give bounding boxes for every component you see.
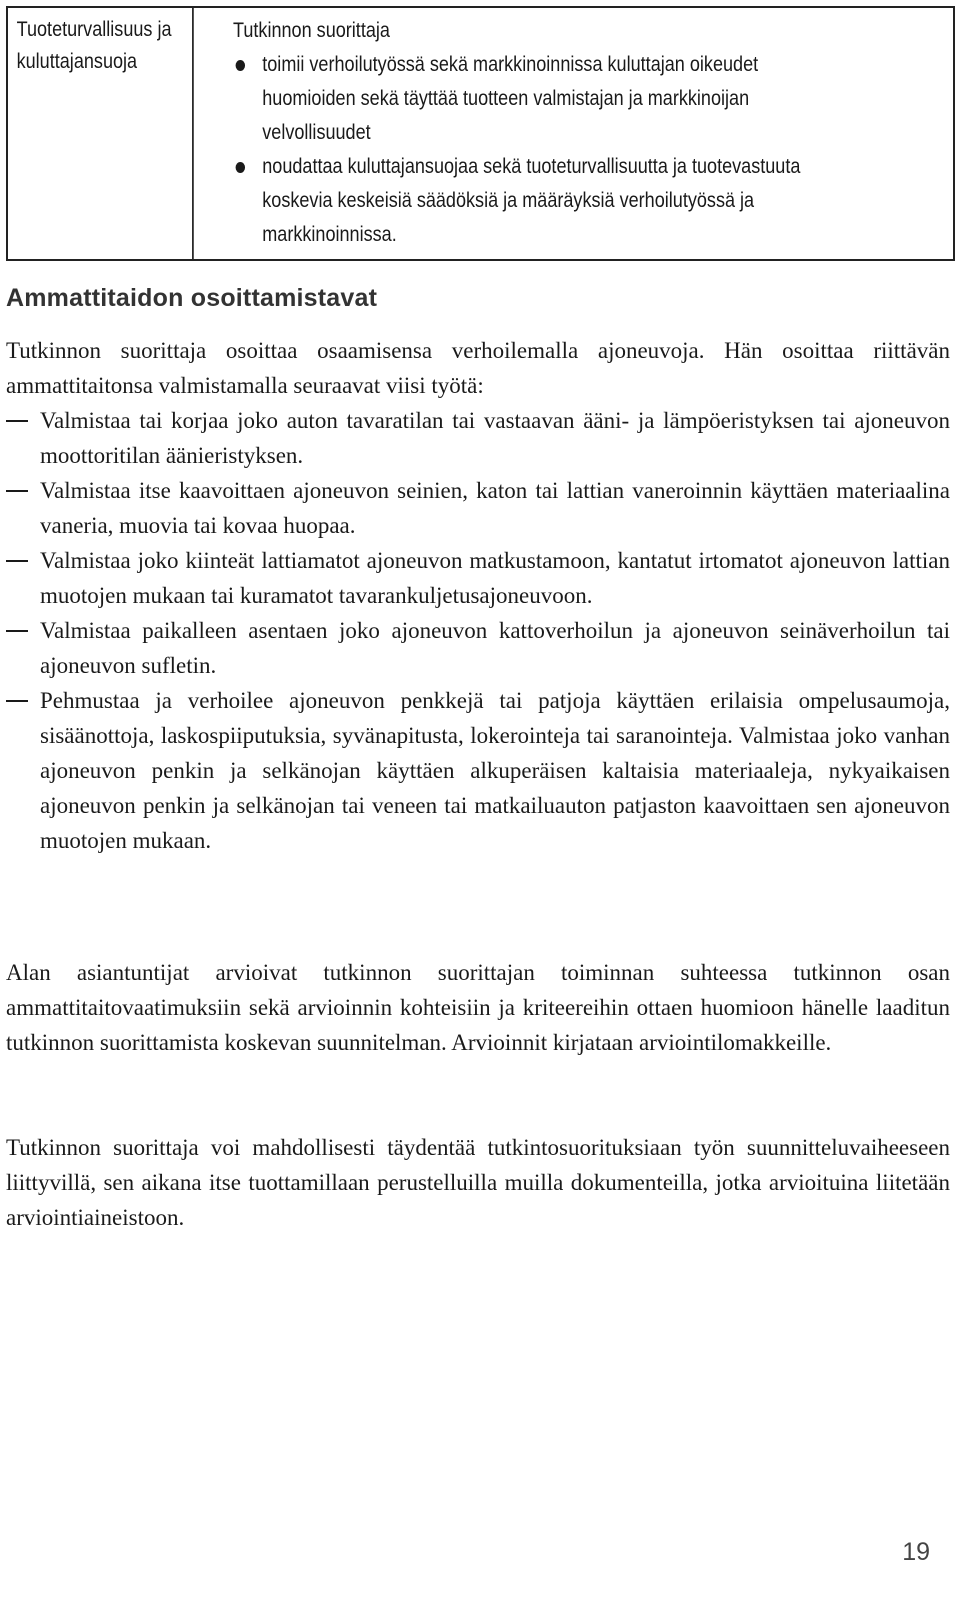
task-item bbox=[6, 613, 950, 683]
assessment-paragraph: Alan asiantuntijat arvioivat tutkinnon suorittajan toiminnan suhteessa tutkinnon osan ammattitaitovaatimuksiin sekä arvioinnin kohteisiin ja kriteereihin ottaen huomioon hänelle laaditun tutkinnon suorittamista koskevan suunnitelman. Arvioinnit kirjataan arviointilomakkeille. bbox=[6, 960, 950, 1055]
bullet-item bbox=[233, 48, 852, 150]
bullet-text: noudattaa kuluttajansuojaa sekä tuoteturvallisuutta ja tuotevastuuta koskevia keskeisiä säädöksiä ja määräyksiä verhoilutyössä ja markkinoinnissa. bbox=[262, 155, 801, 246]
page-number: 19 bbox=[902, 1538, 930, 1566]
task-text: Pehmustaa ja verhoilee ajoneuvon penkkejä tai patjoja käyttäen erilaisia ompelusaumoja, sisäänottoja, laskospiiputuksia, syvänapitusta, lokerointeja tai saranointeja. Valmistaa joko vanhan ajoneuvon penkin ja selkänojan käyttäen alkuperäisen kaltaisia materiaaleja, nykyaikaisen ajoneuvon penkin ja selkänojan tai veneen tai matkailuauton patjaston kaavoittaen sen ajoneuvon muotojen mukaan. bbox=[40, 688, 950, 853]
task-item bbox=[6, 473, 950, 543]
bullet-icon bbox=[236, 162, 245, 173]
bullet-icon bbox=[236, 60, 245, 71]
table-left-cell bbox=[8, 8, 194, 259]
task-text: Valmistaa itse kaavoittaen ajoneuvon seinien, katon tai lattian vaneroinnin käyttäen materiaalina vaneria, muovia tai kovaa huopaa. bbox=[40, 478, 950, 538]
table-right-cell bbox=[224, 8, 953, 259]
dash-icon bbox=[6, 630, 28, 632]
task-text: Valmistaa tai korjaa joko auton tavaratilan tai vastaavan ääni- ja lämpöeristyksen tai ajoneuvon moottoritilan äänieristyksen. bbox=[40, 408, 950, 468]
task-list bbox=[6, 403, 950, 858]
section-body bbox=[6, 333, 950, 858]
criteria-table bbox=[6, 6, 955, 261]
supplement-paragraph: Tutkinnon suorittaja voi mahdollisesti täydentää tutkintosuorituksiaan työn suunnitteluvaiheeseen liittyvillä, sen aikana itse tuottamillaan perustelluilla muilla dokumenteilla, jotka arvioituina liitetään arviointiaineistoon. bbox=[6, 1135, 950, 1230]
bullet-text: toimii verhoilutyössä sekä markkinoinnissa kuluttajan oikeudet huomioiden sekä täyttää tuotteen valmistajan ja markkinoijan velvollisuudet bbox=[262, 53, 759, 144]
right-cell-intro: Tutkinnon suorittaja bbox=[233, 19, 390, 42]
task-item bbox=[6, 543, 950, 613]
dash-icon bbox=[6, 490, 28, 492]
task-item bbox=[6, 683, 950, 858]
bullet-item bbox=[233, 150, 852, 252]
task-text: Valmistaa paikalleen asentaen joko ajoneuvon kattoverhoilun ja ajoneuvon seinäverhoilun tai ajoneuvon sufletin. bbox=[40, 618, 950, 678]
task-item bbox=[6, 403, 950, 473]
section-heading: Ammattitaidon osoittamistavat bbox=[6, 284, 378, 312]
bullet-list bbox=[233, 48, 852, 252]
task-text: Valmistaa joko kiinteät lattiamatot ajoneuvon matkustamoon, kantatut irtomatot ajoneuvon lattian muotojen mukaan tai kuramatot tavarankuljetusajoneuvoon. bbox=[40, 548, 950, 608]
left-cell-title: Tuoteturvallisuus ja kuluttajansuoja bbox=[16, 18, 172, 73]
dash-icon bbox=[6, 420, 28, 422]
dash-icon bbox=[6, 700, 28, 702]
dash-icon bbox=[6, 560, 28, 562]
section-intro: Tutkinnon suorittaja osoittaa osaamisensa verhoilemalla ajoneuvoja. Hän osoittaa riittävän ammattitaitonsa valmistamalla seuraavat viisi työtä: bbox=[6, 338, 950, 398]
